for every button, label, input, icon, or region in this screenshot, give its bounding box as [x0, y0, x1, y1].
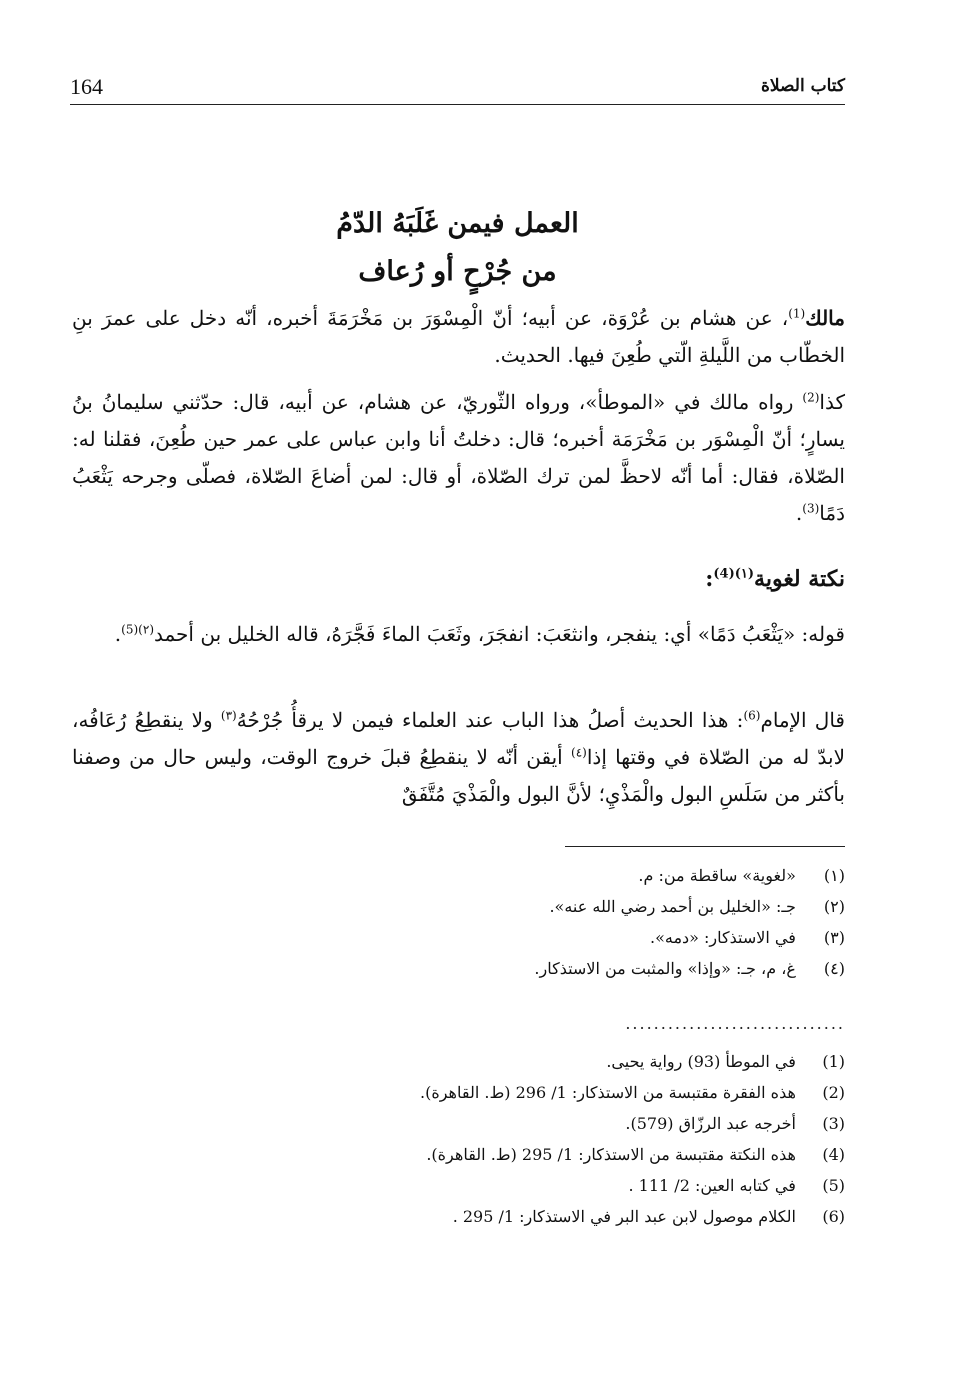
footnote-ref: (1): [788, 306, 806, 321]
paragraph-end: .: [795, 501, 803, 525]
footnote-number: (٢): [823, 897, 845, 916]
footnote: [72, 1170, 845, 1201]
paragraph-text: أيقن أنّه لا ينقطِعُ قبلَ خروج الوقت، وليس حال من وصفنا بأكثر من سَلَسِ البول والْمَذْيِ؛ لأنَّ البول والْمَذْيَ مُتَّفَقٌ: [72, 745, 845, 806]
paragraph-text: ، عن هشام بن عُرْوَة، عن أبيه؛ أنّ الْمِسْوَرَ بن مَخْرَمَةَ أخبره، أنّه دخل على عمرَ بنِ الخطّاب من اللَّيلةِ الّتي طُعِنَ فيها. الحديث.: [72, 306, 845, 367]
paragraph-narration: [72, 384, 845, 532]
subheading-end: :: [705, 566, 714, 592]
footnote-number: (4): [822, 1145, 845, 1164]
footnote-text: الكلام موصول لابن عبد البر في الاستذكار: 1/ 295 .: [452, 1207, 796, 1226]
footnote: [72, 1046, 845, 1077]
footnote-text: جـ: «الخليل بن أحمد رضي الله عنه».: [549, 897, 796, 916]
dotted-separator: ...............................: [625, 1014, 845, 1033]
footnote-number: (5): [822, 1176, 845, 1195]
footnote-ref: (٢)(5): [121, 622, 154, 637]
footnote-text: هذه النكتة مقتبسة من الاستذكار: 1/ 295 (ط. القاهرة).: [426, 1145, 796, 1164]
footnote-text: هذه الفقرة مقتبسة من الاستذكار: 1/ 296 (ط. القاهرة).: [420, 1083, 796, 1102]
footnote-ref: (2): [802, 390, 820, 405]
footnote-text: غ، م، جـ: «وإذا» والمثبت من الاستذكار.: [534, 959, 796, 978]
footnote-text: أخرجه عبد الرزّاق (579).: [625, 1114, 796, 1133]
page-number: 164: [70, 74, 103, 99]
paragraph-text: قوله: «يَثْعَبُ دَمًا» أي: ينفجر، وانثعَبَ: انفجَرَ، وثَعَبَ الماءَ فَجَّرَهُ، قاله الخليل بن أحمد: [154, 622, 845, 646]
section-subheading: [72, 566, 845, 592]
footnote-ref: (٣): [220, 708, 237, 723]
paragraph-lead: قال الإمام: [760, 708, 845, 732]
paragraph-text: رواه مالك في «الموطأ»، ورواه الثّوريّ، عن هشام، عن أبيه، قال: حدّثني سليمانُ بنُ يسارٍ؛ أنّ الْمِسْوَر بن مَخْرَمَة أخبره؛ قال: دخلتُ أنا وابن عباس على عمر حين طُعِنَ، فقلنا له: الصّلاة، فقال: أما أنّه لاحظَّ لمن ترك الصّلاة، أو قال: لمن أضاعَ الصّلاة، فصلّى وجرحه يَثْعَبُ دَمًا: [72, 390, 845, 525]
footnote-number: (2): [822, 1083, 845, 1102]
footnote: [72, 1139, 845, 1170]
footnote-number: (٤): [823, 959, 845, 978]
paragraph-lead: كذا: [819, 390, 845, 414]
paragraph-imam-comment: [72, 702, 845, 813]
footnote-number: (٣): [823, 928, 845, 947]
paragraph-text: : هذا الحديث أصلُ هذا الباب عند العلماء فيمن لا يرقأُ جُرْحُهُ: [236, 708, 744, 732]
footnote-number: (1): [822, 1052, 845, 1071]
footnote: [72, 953, 845, 984]
footnote-number: (3): [822, 1114, 845, 1133]
paragraph-end: .: [114, 622, 122, 646]
chapter-title-line2: من جُرْحٍ أو رُعاف: [358, 256, 557, 287]
footnote-text: في الموطأ (93) رواية يحيى.: [606, 1052, 796, 1071]
footnote-number: (6): [822, 1207, 845, 1226]
footnote-ref: (١)(4): [713, 566, 755, 582]
footnote: [72, 891, 845, 922]
chapter-title-line1: العمل فيمن غَلَبَهُ الدّمُ: [336, 208, 579, 239]
footnotes-editor: [72, 1046, 845, 1232]
footnote-text: في الاستذكار: «دمه».: [650, 928, 796, 947]
footnote: [72, 1108, 845, 1139]
footnote-text: في كتابه العين: 2/ 111 .: [628, 1176, 796, 1195]
footnotes-manuscript: [72, 860, 845, 984]
paragraph-linguistic-note: [72, 616, 845, 653]
footnote-ref: (٤): [571, 745, 587, 760]
footnote-text: «لغوية» ساقطة من: م.: [638, 866, 796, 885]
footnote-ref: (6): [743, 708, 761, 723]
subheading-text: نكتة لغوية: [754, 566, 845, 592]
paragraph-text: ولا ينقطِعُ رُعَافُه، لابدّ له من الصّلاة في وقتها إذا: [72, 708, 845, 769]
footnote-divider: [565, 846, 845, 847]
paragraph-lead: مالك: [805, 306, 845, 330]
footnote: [72, 922, 845, 953]
footnote: [72, 1077, 845, 1108]
footnote: [72, 1201, 845, 1232]
footnote-number: (١): [823, 866, 845, 885]
paragraph-hadith: [72, 300, 845, 374]
footnote-ref: (3): [802, 501, 820, 516]
running-head: كتاب الصلاة: [760, 76, 845, 96]
page-header: [70, 72, 845, 105]
footnote: [72, 860, 845, 891]
